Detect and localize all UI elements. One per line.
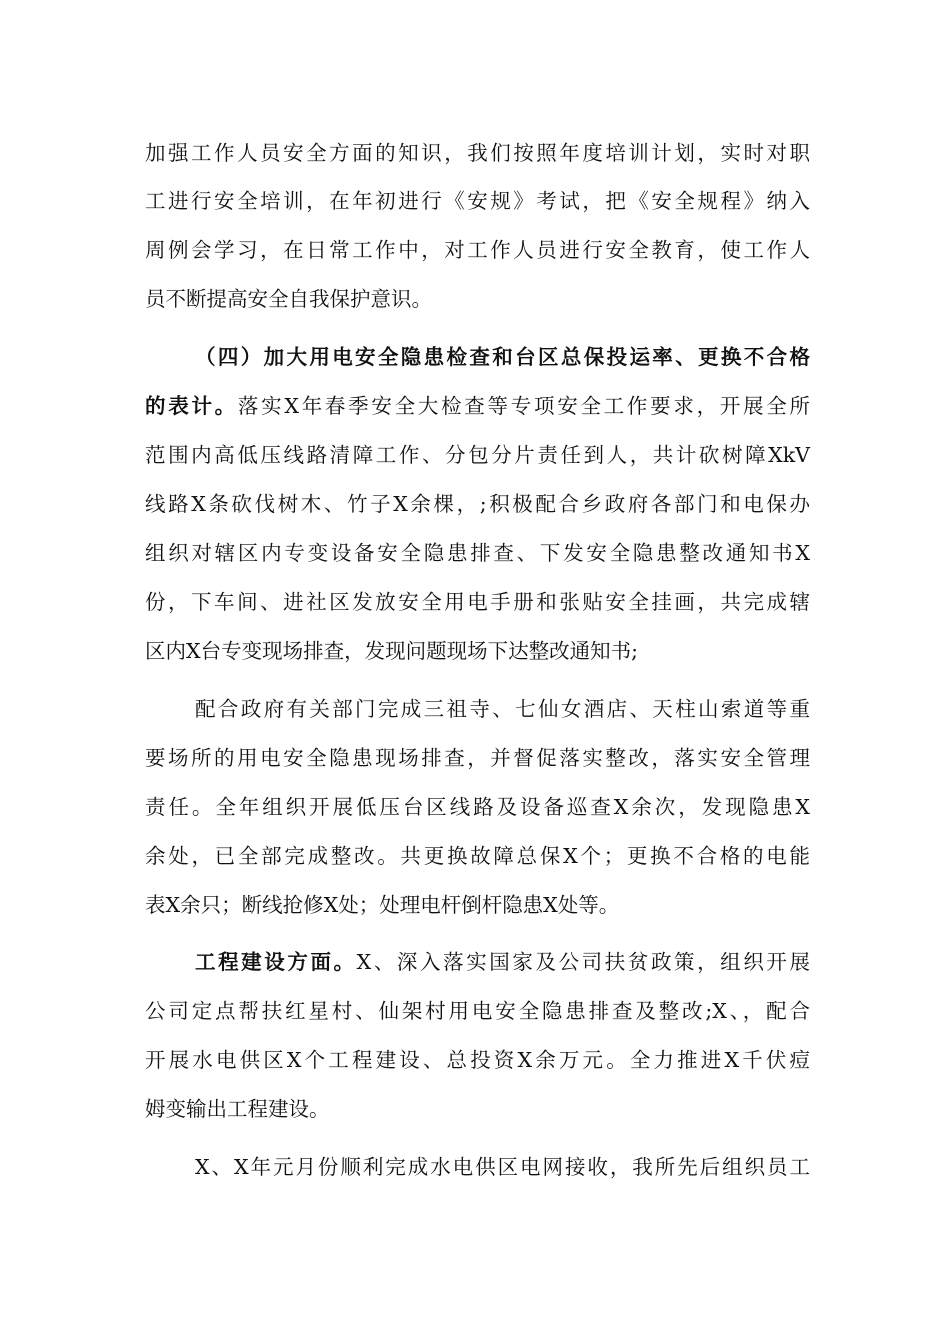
text-line: 要场所的用电安全隐患现场排查，并督促落实整改，落实安全管理 <box>145 746 810 770</box>
text-span: 落实X年春季安全大检查等专项安全工作要求，开展全所 <box>237 394 811 418</box>
text-line: 员不断提高安全自我保护意识。 <box>145 287 432 311</box>
section-heading: （四）加大用电安全隐患检查和台区总保投运率、更换不合格 <box>195 345 810 369</box>
text-line: 责任。全年组织开展低压台区线路及设备巡查X余次，发现隐患X <box>145 795 810 819</box>
text-line: X、X年元月份顺利完成水电供区电网接收，我所先后组织员工 <box>195 1155 810 1179</box>
text-line: 区内X台专变现场排查，发现问题现场下达整改通知书; <box>145 639 638 663</box>
text-line: 份，下车间、进社区发放安全用电手册和张贴安全挂画，共完成辖 <box>145 590 810 614</box>
text-line: 姆变输出工程建设。 <box>145 1097 330 1121</box>
text-line: 组织对辖区内专变设备安全隐患排查、下发安全隐患整改通知书X <box>145 541 810 565</box>
text-line: 范围内高低压线路清障工作、分包分片责任到人，共计砍树障XkV <box>145 443 810 467</box>
text-line: 加强工作人员安全方面的知识，我们按照年度培训计划，实时对职 <box>145 141 810 165</box>
section-heading: 工程建设方面。 <box>195 950 357 974</box>
text-line <box>195 948 810 976</box>
text-line: 工进行安全培训，在年初进行《安规》考试，把《安全规程》纳入 <box>145 189 810 213</box>
section-heading-tail: 的表计。 <box>145 394 238 418</box>
text-line: 线路X条砍伐树木、竹子X余棵，;积极配合乡政府各部门和电保办 <box>145 492 810 516</box>
text-line: 配合政府有关部门完成三祖寺、七仙女酒店、天柱山索道等重 <box>195 697 810 721</box>
text-line: 周例会学习，在日常工作中，对工作人员进行安全教育，使工作人 <box>145 238 810 262</box>
text-line: 表X余只；断线抢修X处；处理电杆倒杆隐患X处等。 <box>145 893 620 917</box>
text-line: 余处，已全部完成整改。共更换故障总保X个；更换不合格的电能 <box>145 844 810 868</box>
text-line: 开展水电供区X个工程建设、总投资X余万元。全力推进X千伏痘 <box>145 1048 810 1072</box>
text-line <box>145 392 810 420</box>
text-line: 公司定点帮扶红星村、仙架村用电安全隐患排查及整改;X、，配合 <box>145 999 810 1023</box>
text-span: X、深入落实国家及公司扶贫政策，组织开展 <box>356 950 811 974</box>
